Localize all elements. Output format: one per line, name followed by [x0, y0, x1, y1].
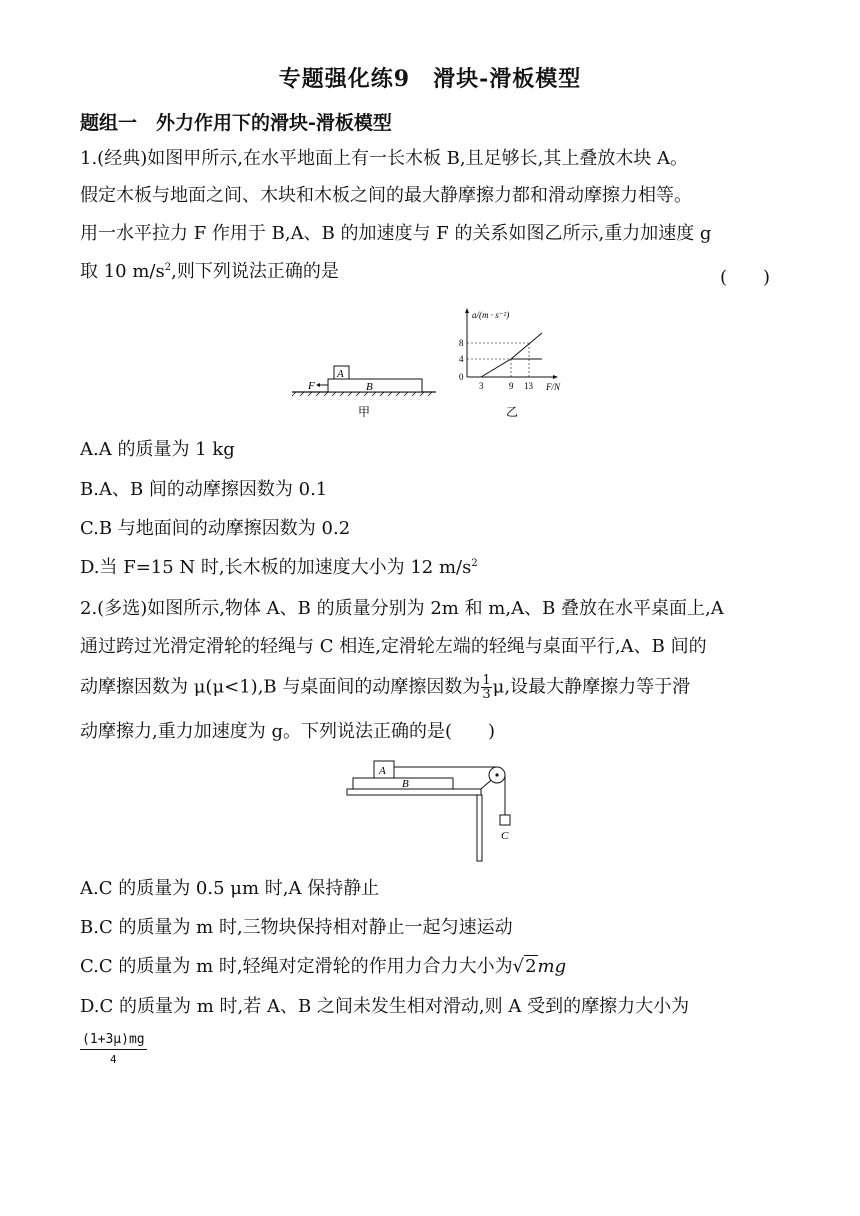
q1-option-b: B.A、B 间的动摩擦因数为 0.1: [80, 479, 328, 500]
sqrt-expression: √2: [512, 956, 537, 977]
q2-figure: [345, 755, 515, 865]
q2-option-c-tail: mg: [537, 956, 567, 977]
q1-answer-paren: ( ): [720, 267, 771, 288]
y-axis-label: a/(m · s⁻²): [472, 310, 510, 320]
q2-option-d-fraction-num: (1+3μ)mg: [80, 1032, 147, 1050]
q1-line-4-b: ,则下列说法正确的是: [171, 261, 339, 282]
label-B: B: [366, 381, 373, 393]
q1-line-3: 用一水平拉力 F 作用于 B,A、B 的加速度与 F 的关系如图乙所示,重力加速度 g: [80, 223, 712, 244]
q1-line-4-a: 取 10 m/s: [80, 261, 165, 282]
q1-line-1: 1.(经典)如图甲所示,在水平地面上有一长木板 B,且足够长,其上叠放木块 A。: [80, 148, 689, 169]
q1-figure-yi: [450, 305, 580, 422]
table-top: [347, 789, 481, 795]
x-axis-label: F/N: [546, 382, 561, 392]
board-B: [328, 379, 422, 392]
x-tick-9: 9: [509, 381, 514, 391]
graph-line-2: [511, 333, 542, 359]
q1-option-d-sup: 2: [471, 558, 478, 569]
y-tick-4: 4: [459, 354, 464, 364]
x-tick-13: 13: [524, 381, 533, 391]
q2-fraction-num: 1: [482, 673, 491, 688]
page-title: 专题强化练9 滑块-滑板模型: [278, 66, 582, 92]
q1-line-4: [80, 263, 339, 281]
label-B: B: [402, 778, 409, 790]
q2-line-1: 2.(多选)如图所示,物体 A、B 的质量分别为 2m 和 m,A、B 叠放在水平桌面上,A: [80, 598, 724, 619]
label-F: F: [308, 380, 315, 392]
section-heading: 题组一 外力作用下的滑块-滑板模型: [80, 112, 392, 134]
q2-option-b: B.C 的质量为 m 时,三物块保持相对静止一起匀速运动: [80, 917, 513, 938]
y-tick-0: 0: [459, 372, 464, 382]
q1-line-4-sup: 2: [164, 262, 172, 273]
table-leg: [477, 795, 482, 861]
q1-option-c: C.B 与地面间的动摩擦因数为 0.2: [80, 518, 351, 539]
q2-line-3: [80, 674, 690, 701]
q1-option-d: [80, 559, 478, 577]
q2-option-d-fraction: [80, 1032, 147, 1066]
graph-line-1: [481, 359, 511, 377]
y-tick-8: 8: [459, 338, 464, 348]
label-C: C: [501, 830, 509, 842]
q2-option-c-text: C.C 的质量为 m 时,轻绳对定滑轮的作用力合力大小为: [80, 956, 513, 977]
q1-option-d-text: D.当 F=15 N 时,长木板的加速度大小为 12 m/s: [80, 557, 472, 578]
caption-yi: 乙: [506, 405, 519, 419]
x-tick-3: 3: [479, 381, 484, 391]
label-A: A: [337, 368, 344, 380]
sqrt-radicand: 2: [525, 956, 537, 977]
label-A: A: [379, 765, 386, 777]
q2-fraction: [481, 674, 491, 701]
q2-line-3-a: 动摩擦因数为 μ(μ<1),B 与桌面间的动摩擦因数为: [80, 676, 481, 698]
block-C: [500, 815, 510, 825]
q1-line-2: 假定木板与地面之间、木块和木板之间的最大静摩擦力都和滑动摩擦力相等。: [80, 185, 692, 206]
q2-option-d-fraction-den: 4: [110, 1052, 117, 1066]
q2-line-2: 通过跨过光滑定滑轮的轻绳与 C 相连,定滑轮左端的轻绳与桌面平行,A、B 间的: [80, 636, 707, 657]
q2-line-3-b: μ,设最大静摩擦力等于滑: [492, 676, 691, 698]
q1-option-a: A.A 的质量为 1 kg: [80, 439, 235, 460]
q2-option-d: D.C 的质量为 m 时,若 A、B 之间未发生相对滑动,则 A 受到的摩擦力大小为: [80, 996, 690, 1017]
q2-fraction-den: 3: [482, 687, 491, 702]
q2-line-4: 动摩擦力,重力加速度为 g。下列说法正确的是( ): [80, 721, 496, 742]
q1-figure-jia: [290, 360, 440, 422]
q2-option-a: A.C 的质量为 0.5 μm 时,A 保持静止: [80, 878, 380, 899]
caption-jia: 甲: [358, 405, 371, 419]
q2-option-c: [80, 958, 566, 976]
